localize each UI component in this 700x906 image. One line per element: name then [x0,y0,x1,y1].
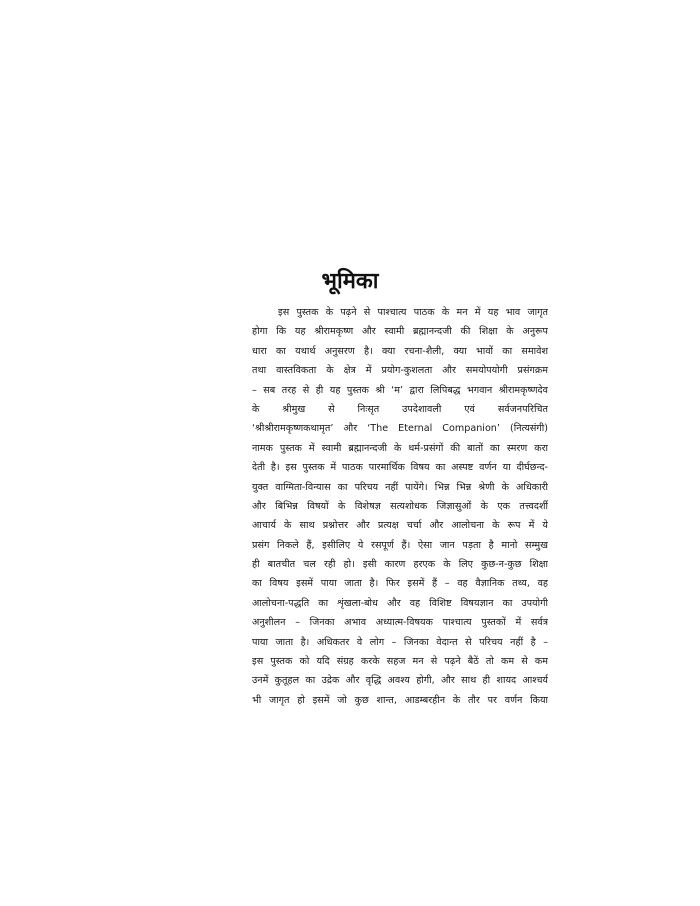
text-line: तथा वास्तविकता के क्षेत्र में प्रयोग-कुशलता और समयोपयोगी प्रसंगक्रम [252,365,548,377]
text-line: होगा कि यह श्रीरामकृष्ण और स्वामी ब्रह्मानन्दजी की शिक्षा के अनुरूप [252,326,548,338]
text-line: और बिभिन्न विषयों के विशेषज्ञ सत्यशोधक जिज्ञासुओं के एक तत्त्वदर्शी [252,500,548,512]
text-line: नामक पुस्तक में स्वामी ब्रह्मानन्दजी के धर्म-प्रसंगों की बातों का स्मरण करा [252,442,548,454]
text-line: देती है। इस पुस्तक में पाठक पारमार्थिक विषय का अस्पष्ट वर्णन या दीर्घछन्द- [252,462,548,474]
text-line: धारा का यथार्थ अनुसरण है। क्या रचना-शैली, क्या भावों का समावेश [252,345,548,357]
text-line: अनुशीलन – जिनका अभाव अध्यात्म-विषयक पाश्चात्य पुस्तकों में सर्वत्र [252,617,548,629]
text-line: युक्त वाग्मिता-विन्यास का परिचय नहीं पायेंगे। भिन्न भिन्न श्रेणी के अधिकारी [252,481,548,493]
text-line: भी जागृत हो इसमें जो कुछ शान्त, आडम्बरहीन के तौर पर वर्णन किया [252,694,548,706]
text-line: इस पुस्तक के पढ़ने से पाश्चात्य पाठक के मन में यह भाव जागृत [278,307,548,318]
page-title: भूमिका [321,269,379,294]
text-line: इस पुस्तक को यदि संग्रह करके सहज मन से पढ़ने बैठें तो कम से कम [252,656,548,668]
text-line: ही बातचीत चल रही हो। इसी कारण हरएक के लिए कुछ-न-कुछ शिक्षा [252,559,548,571]
text-line: ‘श्रीश्रीरामकृष्णकथामृत’ और ‘The Eternal Companion’ (नित्यसंगी) [252,423,548,435]
text-line: उनमें कुतूहल का उद्रेक और वृद्धि अवश्य होगी, और साथ ही शायद आश्चर्य [252,675,548,687]
text-line: के श्रीमुख से निःसृत उपदेशावली एवं सर्वजनपरिचित [252,403,548,415]
text-line: प्रसंग निकले हैं, इसीलिए ये रसपूर्ण हैं। ऐसा जान पड़ता है मानो सम्मुख [252,539,548,551]
text-line: आलोचना-पद्धति का शृंखला-बोध और वह विशिष्ट विषयज्ञान का उपयोगी [252,597,548,609]
text-line: का विषय इसमें पाया जाता है। फिर इसमें हैं – वह वैज्ञानिक तथ्य, वह [252,578,548,590]
text-line: – सब तरह से ही यह पुस्तक श्री ‘म’ द्वारा लिपिबद्ध भगवान श्रीरामकृष्णदेव [252,384,548,396]
text-line: पाया जाता है। अधिकतर वे लोग – जिनका वेदान्त से परिचय नहीं है – [252,636,548,648]
text-line: आचार्य के साथ प्रश्नोत्तर और प्रत्यक्ष चर्चा और आलोचना के रूप में ये [252,520,548,532]
body-paragraph [252,303,548,710]
